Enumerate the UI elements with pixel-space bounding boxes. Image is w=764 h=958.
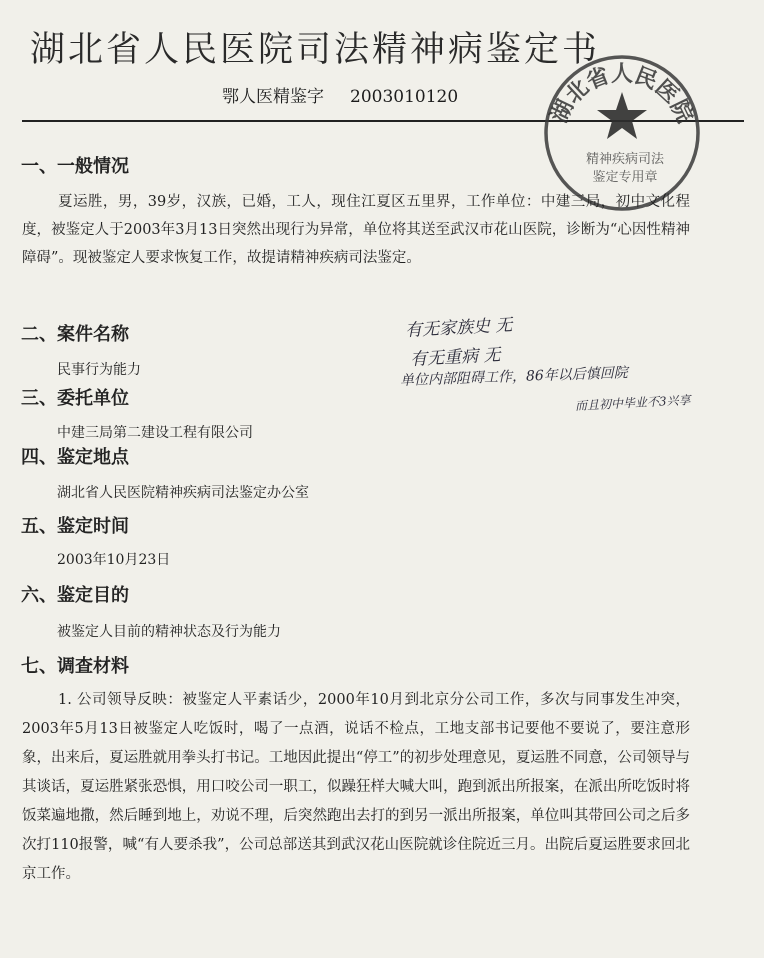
- seal-star-icon: [597, 92, 647, 139]
- section-heading-case-name: 二、案件名称: [21, 324, 129, 345]
- section-heading-materials: 七、调查材料: [21, 656, 129, 677]
- handwritten-note-4: 而且初中毕业不3兴享: [574, 392, 691, 413]
- handwritten-note-2: 有无重病 无: [409, 345, 501, 370]
- document-title: 湖北省人民医院司法精神病鉴定书: [30, 30, 601, 70]
- document-number-label: 鄂人医精鉴字: [222, 87, 324, 107]
- purpose-value: 被鉴定人目前的精神状态及行为能力: [57, 624, 281, 640]
- section-heading-client: 三、委托单位: [21, 388, 129, 409]
- document-number: 2003010120: [350, 87, 459, 107]
- case-name-value: 民事行为能力: [57, 362, 141, 378]
- section-heading-general: 一、一般情况: [21, 156, 129, 177]
- document-number-line: [222, 82, 458, 107]
- seal-bottom-line2: 鉴定专用章: [592, 170, 658, 185]
- time-value: 2003年10月23日: [57, 552, 171, 568]
- section-heading-purpose: 六、鉴定目的: [21, 585, 129, 606]
- materials-item-1: 1. 公司领导反映：被鉴定人平素话少，2000年10月到北京分公司工作，多次与同事发生冲突，2003年5月13日被鉴定人吃饭时，喝了一点酒，说话不检点，工地支部书记要他不要说了，要注意形象，出来后，夏运胜就用拳头打书记。工地因此提出“停工”的初步处理意见，夏运胜不同意，公司领导与其谈话，夏运胜紧张恐惧，用口咬公司一职工，似躁狂样大喊大叫，跑到派出所报案，在派出所吃饭时将饭菜遍地撒，然后睡到地上，劝说不理，后突然跑出去打的到另一派出所报案，单位叫其带回公司之后多次打110报警，喊“有人要杀我”，公司总部送其到武汉花山医院就诊住院近三月。出院后夏运胜要求回北京工作。: [22, 692, 690, 882]
- location-value: 湖北省人民医院精神疾病司法鉴定办公室: [57, 485, 309, 501]
- client-value: 中建三局第二建设工程有限公司: [57, 425, 253, 441]
- seal-top-text: 湖北省人民医院: [546, 62, 698, 127]
- handwritten-note-3: 单位内部阻碍工作，86年以后慎回院: [399, 365, 629, 389]
- section-heading-time: 五、鉴定时间: [21, 516, 129, 537]
- section-heading-location: 四、鉴定地点: [21, 447, 129, 468]
- section-text-general: 夏运胜，男，39岁，汉族，已婚，工人，现住江夏区五里界，工作单位：中建三局，初中文化程度，被鉴定人于2003年3月13日突然出现行为异常，单位将其送至武汉市花山医院，诊断为“心因性精神障碍”。现被鉴定人要求恢复工作，故提请精神疾病司法鉴定。: [22, 194, 690, 266]
- seal-bottom-line1: 精神疾病司法: [585, 152, 665, 167]
- handwritten-note-1: 有无家族史 无: [404, 315, 513, 341]
